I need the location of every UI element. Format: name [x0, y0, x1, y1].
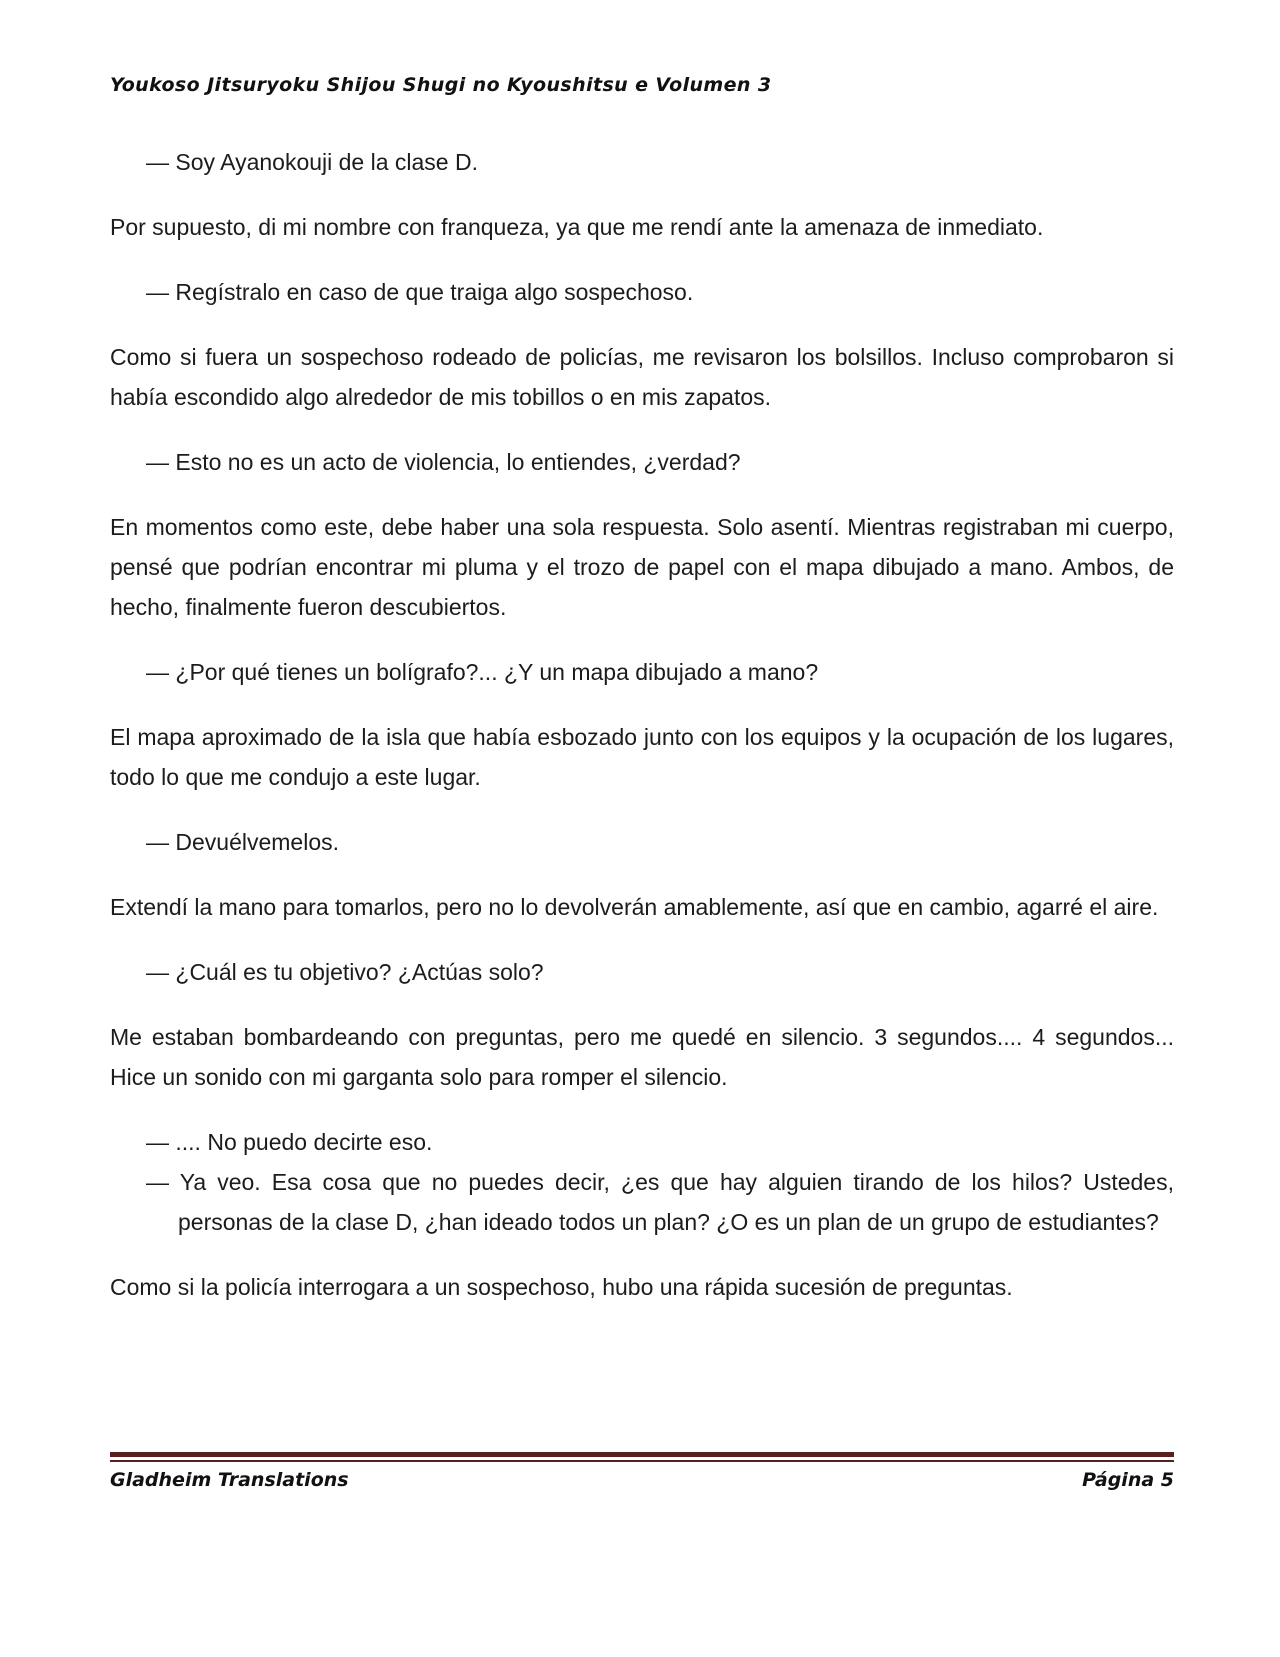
page-header — [110, 74, 1172, 96]
paragraph-text: Extendí la mano para tomarlos, pero no lo devolverán amablemente, así que en cambio, agarré el aire. — [110, 894, 1159, 920]
paragraph-dialogue: — .... No puedo decirte eso. — [146, 1129, 433, 1155]
footer-divider — [110, 1452, 1174, 1462]
paragraph-dialogue: — Devuélvemelos. — [146, 829, 340, 855]
paragraph-dialogue: — Ya veo. Esa cosa que no puedes decir, ¿es que hay alguien tirando de los hilos? Ustedes, personas de la clase D, ¿han ideado todos un plan? ¿O es un plan de un grupo de estudiantes? — [146, 1169, 1174, 1235]
paragraph-dialogue: — Soy Ayanokouji de la clase D. — [146, 149, 478, 175]
paragraph-text: Como si fuera un sospechoso rodeado de policías, me revisaron los bolsillos. Incluso comprobaron si había escondido algo alrededor de mis tobillos o en mis zapatos. — [110, 344, 1174, 410]
paragraph-dialogue: — ¿Cuál es tu objetivo? ¿Actúas solo? — [146, 959, 544, 985]
document-body — [110, 142, 1174, 1332]
paragraph-text: Me estaban bombardeando con preguntas, pero me quedé en silencio. 3 segundos.... 4 segundos... Hice un sonido con mi garganta solo para romper el silencio. — [110, 1024, 1174, 1090]
paragraph-text: Por supuesto, di mi nombre con franqueza, ya que me rendí ante la amenaza de inmediato. — [110, 214, 1044, 240]
paragraph-text: Como si la policía interrogara a un sospechoso, hubo una rápida sucesión de preguntas. — [110, 1274, 1013, 1300]
paragraph-dialogue: — ¿Por qué tienes un bolígrafo?... ¿Y un mapa dibujado a mano? — [146, 659, 819, 685]
paragraph-dialogue: — Esto no es un acto de violencia, lo entiendes, ¿verdad? — [146, 449, 741, 475]
page-footer — [110, 1452, 1174, 1491]
paragraph-text: El mapa aproximado de la isla que había esbozado junto con los equipos y la ocupación de los lugares, todo lo que me condujo a este lugar. — [110, 724, 1174, 790]
footer-page-number: Página 5 — [1082, 1469, 1174, 1491]
footer-translator-credit: Gladheim Translations — [110, 1469, 349, 1491]
paragraph-text: En momentos como este, debe haber una sola respuesta. Solo asentí. Mientras registraban mi cuerpo, pensé que podrían encontrar mi pluma y el trozo de papel con el mapa dibujado a mano. Ambos, de hecho, finalmente fueron descubiertos. — [110, 514, 1174, 620]
paragraph-dialogue: — Regístralo en caso de que traiga algo sospechoso. — [146, 279, 694, 305]
header-title: Youkoso Jitsuryoku Shijou Shugi no Kyoushitsu e Volumen 3 — [110, 74, 772, 96]
footer-row — [110, 1469, 1174, 1491]
